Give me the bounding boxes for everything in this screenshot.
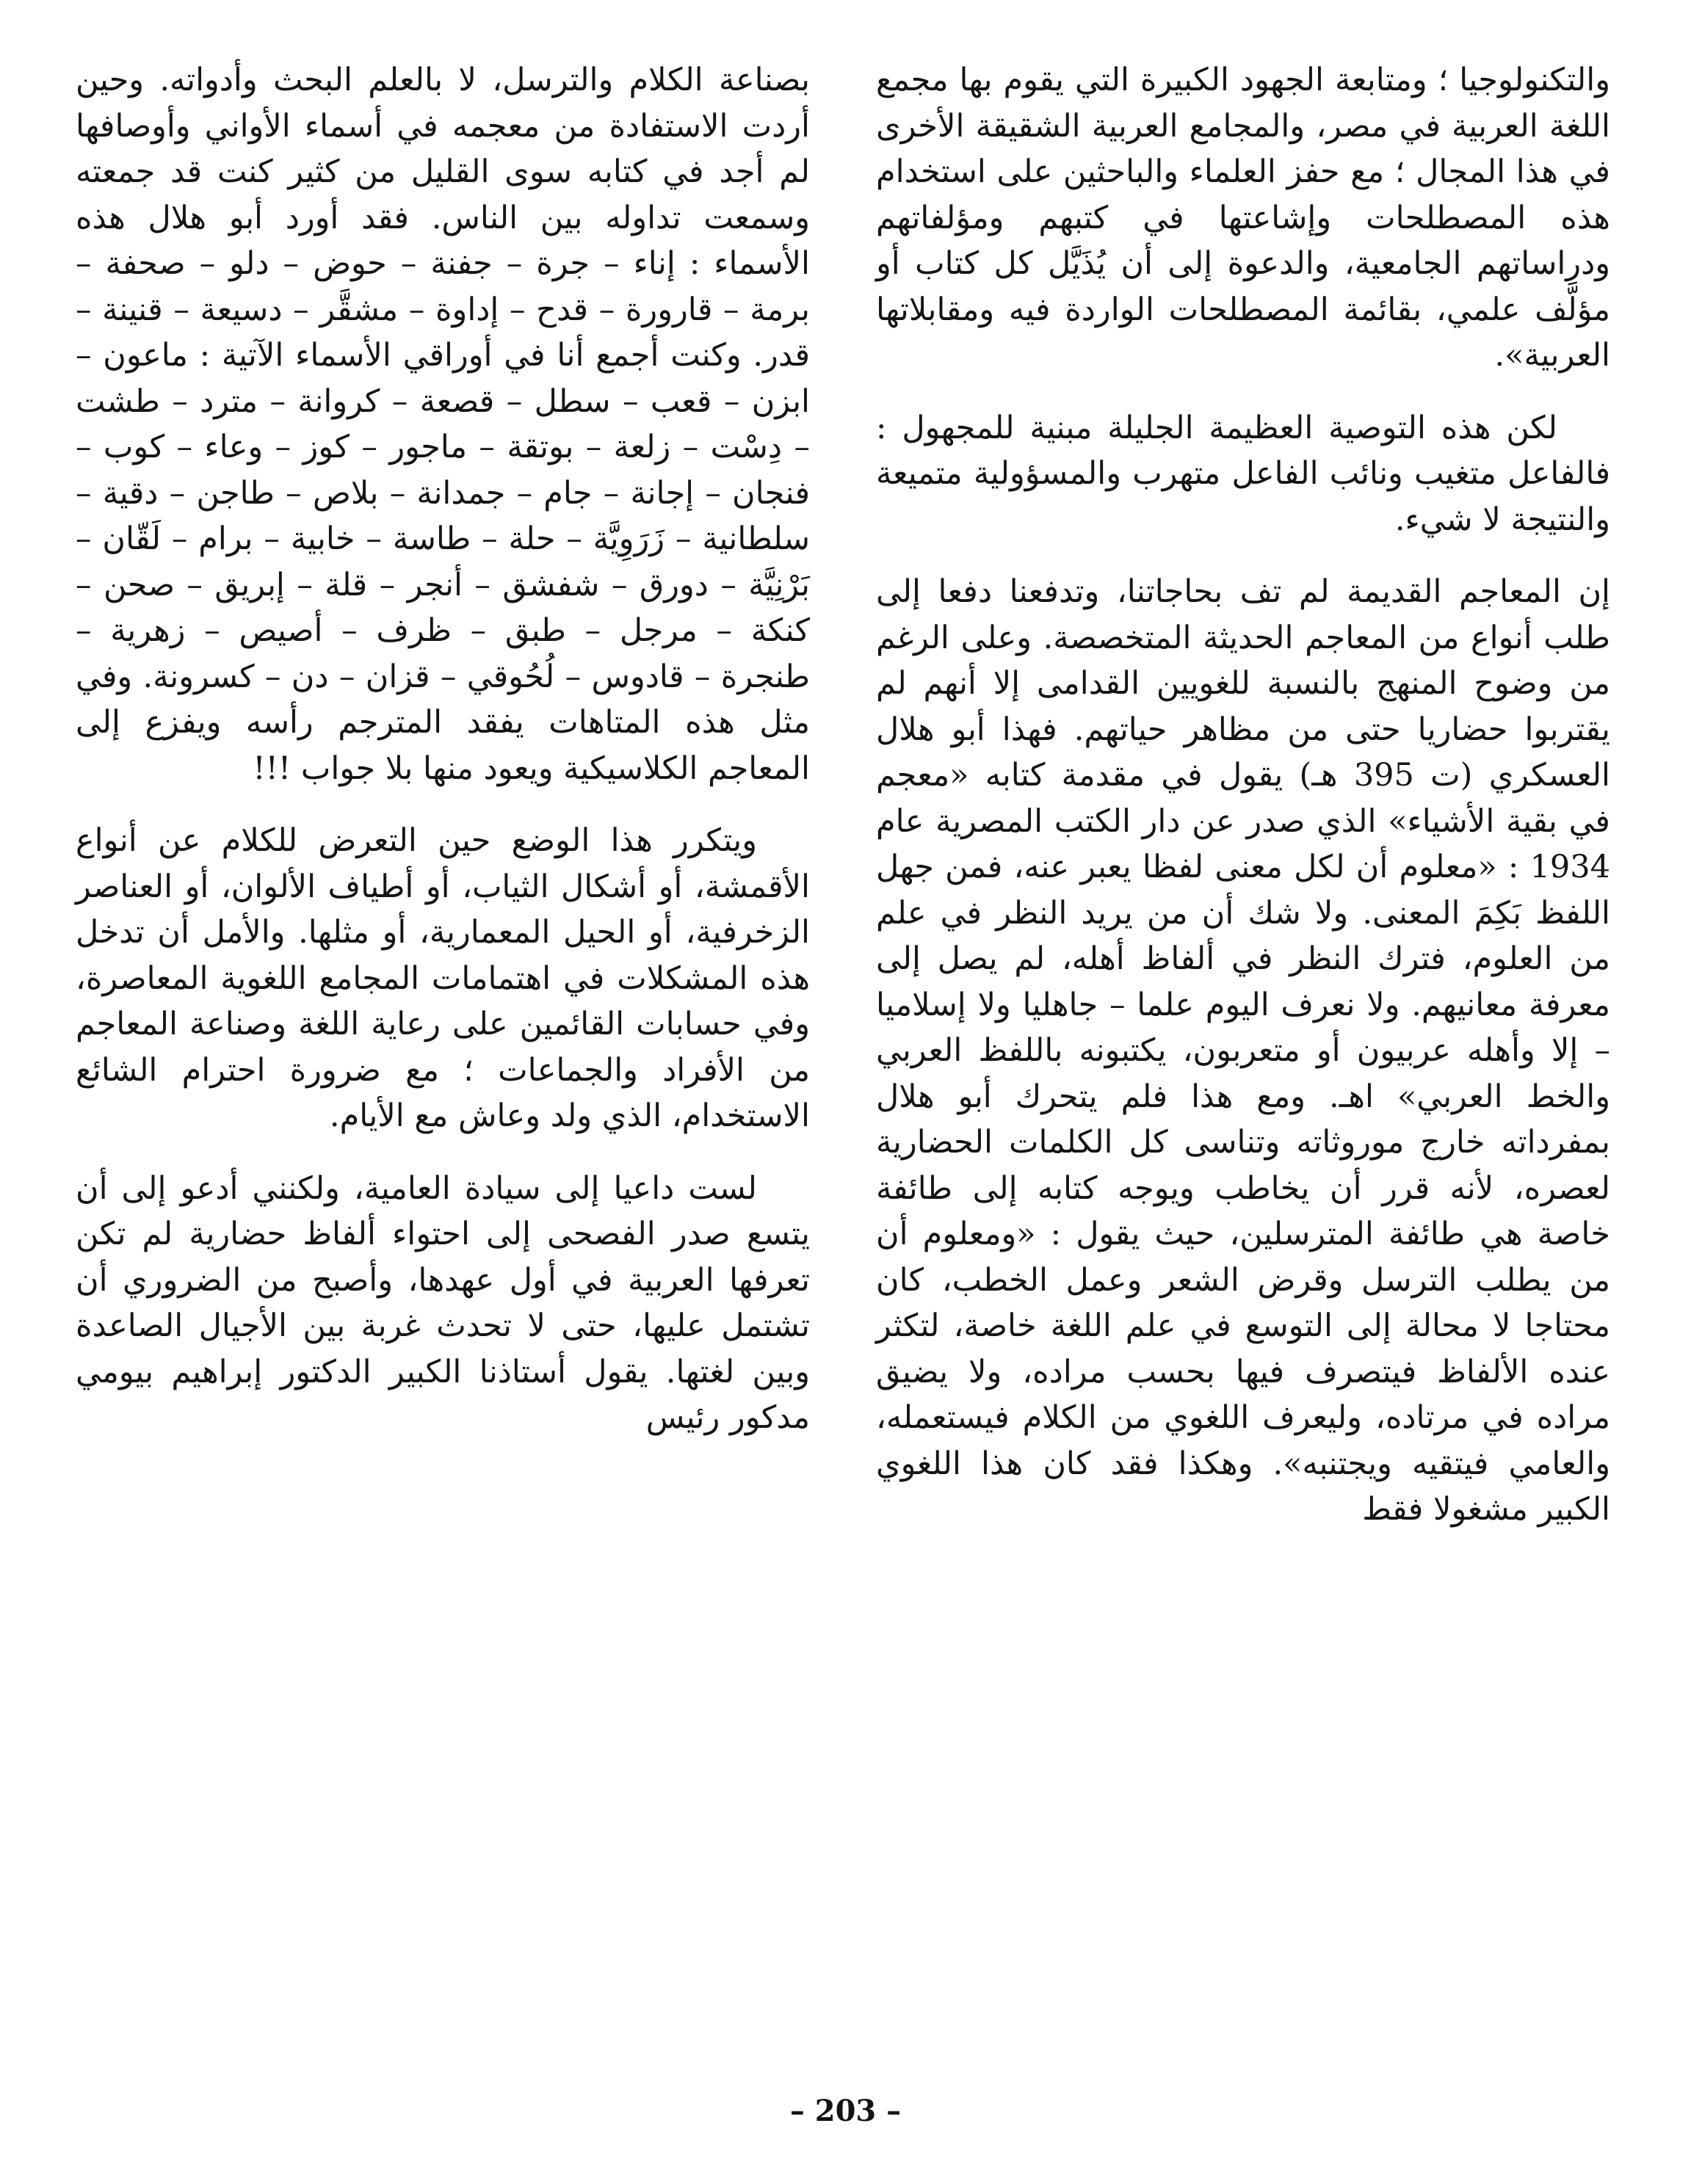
right-column xyxy=(876,57,1610,1533)
right-paragraph-2: لكن هذه التوصية العظيمة الجليلة مبنية للمجهول : فالفاعل متغيب ونائب الفاعل متهرب والمسؤولية متميعة والنتيجة لا شيء. xyxy=(876,409,1610,538)
right-paragraph-3: إن المعاجم القديمة لم تف بحاجاتنا، وتدفعنا دفعا إلى طلب أنواع من المعاجم الحديثة المتخصصة. وعلى الرغم من وضوح المنهج بالنسبة للغويين القدامى إلا أنهم لم يقتربوا حضاريا حتى من مظاهر حياتهم. فهذا أبو هلال العسكري (ت 395 هـ) يقول في مقدمة كتابه «معجم في بقية الأشياء» الذي صدر عن دار الكتب المصرية عام 1934 : «معلوم أن لكل معنى لفظا يعبر عنه، فمن جهل اللفظ بَكِمَ المعنى. ولا شك أن من يريد النظر في علم من العلوم، فترك النظر في ألفاظ أهله، لم يصل إلى معرفة معانيهم. ولا نعرف اليوم علما – جاهليا ولا إسلاميا – إلا وأهله عربيون أو متعربون، يكتبونه باللفظ العربي والخط العربي» اهـ. ومع هذا فلم يتحرك أبو هلال بمفرداته خارج موروثاته وتناسى كل الكلمات الحضارية لعصره، لأنه قرر أن يخاطب ويوجه كتابه إلى طائفة خاصة هي طائفة المترسلين، حيث يقول : «ومعلوم أن من يطلب الترسل وقرض الشعر وعمل الخطب، كان محتاجا لا محالة إلى التوسع في علم اللغة خاصة، لتكثر عنده الألفاظ فيتصرف فيها بحسب مراده، ولا يضيق مراده في مرتاده، وليعرف اللغوي من الكلام فيستعمله، والعامي فيتقيه ويجتنبه». وهكذا فقد كان هذا اللغوي الكبير مشغولا فقط xyxy=(876,573,1610,1528)
left-paragraph-1: بصناعة الكلام والترسل، لا بالعلم البحث وأدواته. وحين أردت الاستفادة من معجمه في أسماء الأواني وأوصافها لم أجد في كتابه سوى القليل من كثير كنت قد جمعته وسمعت تداوله بين الناس. فقد أورد أبو هلال هذه الأسماء : إناء – جرة – جفنة – حوض – دلو – صحفة – برمة – قارورة – قدح – إداوة – مشقَّر – دسيعة – قنينة – قدر. وكنت أجمع أنا في أوراقي الأسماء الآتية : ماعون – ابزن – قعب – سطل – قصعة – كروانة – مترد – طشت – دِسْت – زلعة – بوتقة – ماجور – كوز – وعاء – كوب – فنجان – إجانة – جام – جمدانة – بلاص – طاجن – دقية – سلطانية – زَرَوِيَّة – حلة – طاسة – خابية – برام – لَقّان – بَرْنِيَّة – دورق – شفشق – أنجر – قلة – إبريق – صحن – كنكة – مرجل – طبق – ظرف – أصيص – زهرية – طنجرة – قادوس – لُحُوقي – قزان – دن – كسرونة. وفي مثل هذه المتاهات يفقد المترجم رأسه ويفزع إلى المعاجم الكلاسيكية ويعود منها بلا جواب !!! xyxy=(76,62,810,787)
left-paragraph-2: ويتكرر هذا الوضع حين التعرض للكلام عن أنواع الأقمشة، أو أشكال الثياب، أو أطياف الألوان، أو العناصر الزخرفية، أو الحيل المعمارية، أو مثلها. والأمل أن تدخل هذه المشكلات في اهتمامات المجامع اللغوية المعاصرة، وفي حسابات القائمين على رعاية اللغة وصناعة المعاجم من الأفراد والجماعات ؛ مع ضرورة احترام الشائع الاستخدام، الذي ولد وعاش مع الأيام. xyxy=(76,822,810,1134)
left-column xyxy=(76,57,810,1441)
right-paragraph-1: والتكنولوجيا ؛ ومتابعة الجهود الكبيرة التي يقوم بها مجمع اللغة العربية في مصر، والمجامع العربية الشقيقة الأخرى في هذا المجال ؛ مع حفز العلماء والباحثين على استخدام هذه المصطلحات وإشاعتها في كتبهم ومؤلفاتهم ودراساتهم الجامعية، والدعوة إلى أن يُذَيَّل كل كتاب أو مؤلَّف علمي، بقائمة المصطلحات الواردة فيه ومقابلاتها العربية». xyxy=(876,62,1610,374)
left-paragraph-3: لست داعيا إلى سيادة العامية، ولكنني أدعو إلى أن يتسع صدر الفصحى إلى احتواء ألفاظ حضارية لم تكن تعرفها العربية في أول عهدها، وأصبح من الضروري أن تشتمل عليها، حتى لا تحدث غربة بين الأجيال الصاعدة وبين لغتها. يقول أستاذنا الكبير الدكتور إبراهيم بيومي مدكور رئيس xyxy=(76,1169,810,1436)
page-number: – 203 – xyxy=(789,2094,902,2128)
